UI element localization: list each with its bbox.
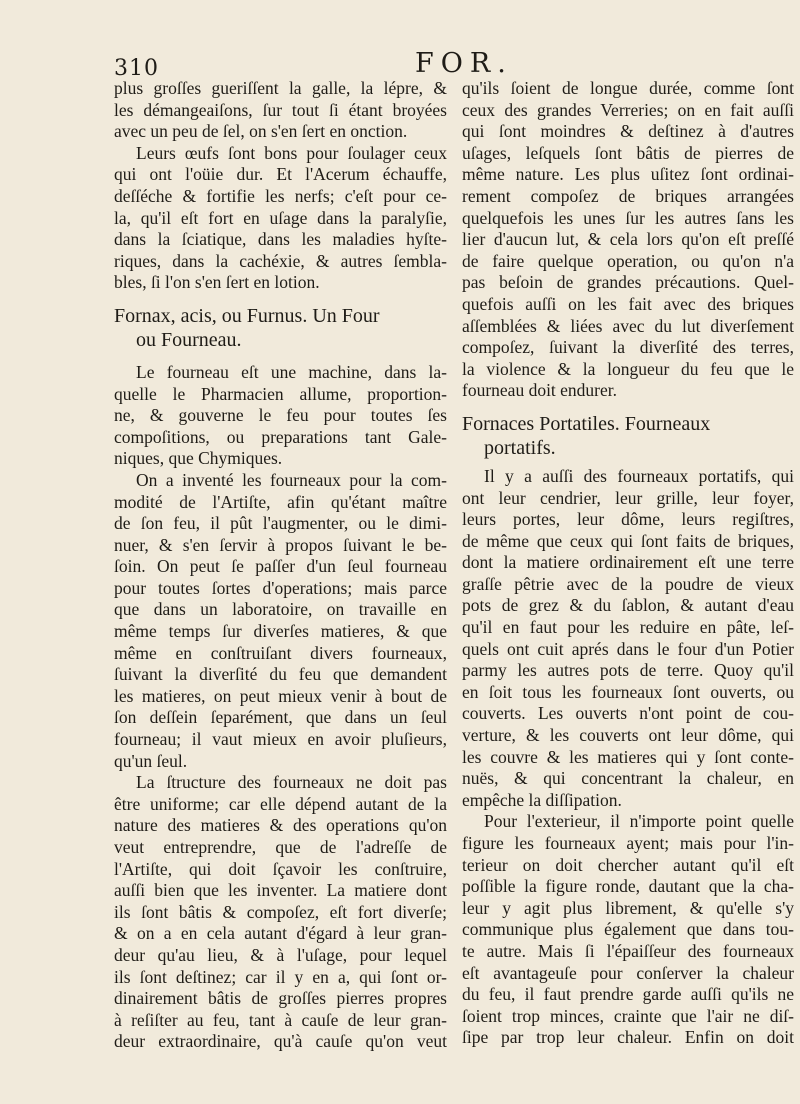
text-line: La ſtructure des fourneaux ne doit pas — [136, 772, 447, 793]
text-line: graſſe pêtrie avec de la poudre de vieux — [462, 573, 794, 594]
text-line: deur extraordinaire, qu'à cauſe qu'on veut — [114, 1031, 447, 1052]
text-line: deur qu'au lieu, & à l'uſage, pour lequel — [114, 944, 447, 965]
text-line: ſuivant la diverſité du feu que demandent — [114, 664, 447, 685]
text-line: & on a en cela autant d'égard à leur gran- — [114, 923, 447, 944]
text-line: deſſéche & fortifie les nerfs; c'eſt pour ce- — [114, 185, 447, 206]
heading-line: Fornaces Portatiles. Fourneaux — [462, 412, 711, 435]
heading-line: portatifs. — [484, 436, 556, 459]
text-line: même temps ſur diverſes matieres, & que — [114, 621, 447, 642]
text-line: poſſible la figure ronde, dautant que la cha- — [462, 876, 794, 897]
text-line: lier d'aucun lut, & cela lors qu'on eſt preſſé — [462, 229, 794, 250]
text-line: du feu, il faut prendre garde auſſi qu'ils ne — [462, 984, 794, 1005]
text-line: à reſiſter au feu, tant à cauſe de leur gran- — [114, 1009, 447, 1030]
text-line: la violence & la longueur du feu que le — [462, 358, 794, 379]
text-line: auſſi bien que les inventer. La matiere dont — [114, 880, 447, 901]
text-line: leurs portes, leur dôme, leurs regiſtres, — [462, 509, 794, 530]
paragraph — [114, 78, 447, 143]
paragraph — [114, 362, 447, 470]
text-line: aſſemblées & liées avec du lut diverſement — [462, 315, 794, 336]
text-line: être uniforme; car elle dépend autant de la — [114, 793, 447, 814]
text-line: eſt avantageuſe pour conſerver la chaleur — [462, 962, 794, 983]
text-line: qui ont l'oüie dur. Et l'Acerum échauffe, — [114, 164, 447, 185]
text-line: leur y agit plus librement, & qu'elle s'y — [462, 897, 794, 918]
text-line: ne, & gouverne le feu pour toutes ſes — [114, 405, 447, 426]
text-line: verture, & les couverts ont leur dôme, qui — [462, 725, 794, 746]
text-line: te autre. Mais ſi l'épaiſſeur des fourneaux — [462, 940, 794, 961]
text-line: de même que ceux qui ſont faits de briques, — [462, 530, 794, 551]
text-line: qu'ils ſoient de longue durée, comme ſont — [462, 78, 794, 98]
text-line: On a inventé les fourneaux pour la com- — [136, 469, 447, 490]
text-line: la, qu'il eſt fort en uſage dans la paralyſie, — [114, 207, 447, 228]
right-column — [462, 78, 794, 1049]
text-line: fourneau; il vaut mieux en avoir pluſieurs, — [114, 729, 447, 750]
text-line: communique plus également que dans tou- — [462, 919, 794, 940]
text-line: bles, ſi l'on s'en ſert en lotion. — [114, 272, 320, 293]
text-line: compoſez, ſuivant la diverſité des terres, — [462, 337, 794, 358]
text-line: uſages, leſquels ſont bâtis de pierres de — [462, 142, 794, 163]
text-line: ſon deſſein ſeparément, que dans un ſeul — [114, 707, 447, 728]
text-line: ſipe par trop leur chaleur. Enfin on doit — [462, 1027, 794, 1048]
text-line: dinairement bâtis de groſſes pierres propres — [114, 988, 447, 1009]
text-line: parmy les autres pots de terre. Quoy qu'il — [462, 660, 794, 681]
text-line: Leurs œufs ſont bons pour ſoulager ceux — [136, 142, 447, 163]
text-line: niques, que Chymiques. — [114, 448, 283, 469]
text-line: que dans un laboratoire, on travaille en — [114, 599, 447, 620]
text-line: quefois auſſi on les fait avec des briques — [462, 293, 794, 314]
text-line: Le fourneau eſt une machine, dans la- — [136, 361, 447, 382]
page-number: 310 — [114, 56, 159, 81]
paragraph — [114, 143, 447, 294]
text-line: qu'un ſeul. — [114, 750, 188, 771]
text-line: ſoient trop minces, crainte que l'air ne diſ- — [462, 1005, 794, 1026]
text-line: Il y a auſſi des fourneaux portatifs, qui — [484, 465, 794, 486]
heading-line: ou Fourneau. — [136, 328, 242, 351]
text-line: pots de grez & du ſablon, & autant d'eau — [462, 595, 794, 616]
text-line: compoſitions, ou preparations tant Gale- — [114, 426, 447, 447]
text-line: même en conſtruiſant divers fourneaux, — [114, 642, 447, 663]
section-heading — [462, 412, 794, 460]
text-line: même nature. Les plus uſitez ſont ordinai- — [462, 164, 794, 185]
text-line: ſoin. On peut ſe paſſer d'un ſeul fourneau — [114, 556, 447, 577]
text-line: modité de l'Artiſte, afin qu'étant maître — [114, 491, 447, 512]
text-line: veut entreprendre, que de l'adreſſe de — [114, 837, 447, 857]
left-column — [114, 78, 447, 1053]
text-line: quels ont cuit aprés dans le four d'un Potier — [462, 638, 794, 659]
text-line: les couvre & les matieres qui y ſont conte- — [462, 746, 794, 767]
section-heading — [114, 304, 447, 352]
text-line: nuës, & qui concentrant la chaleur, en — [462, 768, 794, 789]
text-line: nuer, & s'en ſervir à propos ſuivant le be- — [114, 534, 447, 555]
text-line: rement compoſez de briques arrangées — [462, 185, 794, 206]
text-line: l'Artiſte, qui doit ſçavoir les conſtruire, — [114, 858, 447, 879]
paragraph — [462, 466, 794, 812]
paragraph — [462, 811, 794, 1049]
page-header — [0, 48, 800, 82]
text-line: ont leur cendrier, leur grille, leur foyer, — [462, 487, 794, 508]
text-line: dans la ſciatique, dans les maladies hyſte- — [114, 229, 447, 250]
text-line: couverts. Les ouverts n'ont point de cou- — [462, 703, 794, 724]
text-line: les démangeaiſons, ſur tout ſi étant broyées — [114, 99, 447, 120]
text-line: pas beſoin de grandes précautions. Quel- — [462, 272, 794, 293]
text-line: Pour l'exterieur, il n'importe point quelle — [484, 811, 794, 832]
heading-line: Fornax, acis, ou Furnus. Un Four — [114, 304, 380, 327]
text-line: nature des matieres & des operations qu'on — [114, 815, 447, 836]
text-line: ils ſont deſtinez; car il y en a, qui ſont or- — [114, 966, 447, 987]
text-line: dont la matiere ordinairement eſt une terre — [462, 552, 794, 573]
text-line: ceux des grandes Verreries; on en fait auſſi — [462, 99, 794, 120]
text-line: quelquefois les unes ſur les autres ſans les — [462, 207, 794, 228]
paragraph — [114, 470, 447, 772]
text-line: plus groſſes gueriſſent la galle, la lépre, & — [114, 78, 447, 98]
paragraph — [114, 772, 447, 1053]
running-head: FOR. — [415, 48, 513, 79]
text-line: de faire quelque operation, ou qu'on n'a — [462, 250, 794, 271]
paragraph — [462, 78, 794, 402]
text-line: qu'il en faut pour les reduire en pâte, leſ- — [462, 617, 794, 638]
text-line: pour toutes ſortes d'operations; mais parce — [114, 577, 447, 598]
text-line: empêche la diſſipation. — [462, 789, 622, 810]
text-line: en ſoit tous les fourneaux ſont ouverts, ou — [462, 681, 794, 702]
text-line: de ſon feu, il pût l'augmenter, ou le dimi- — [114, 513, 447, 534]
text-line: riques, dans la cachéxie, & autres ſembla- — [114, 250, 447, 271]
text-line: quelle le Pharmacien allume, proportion- — [114, 383, 447, 404]
text-line: ils ſont bâtis & compoſez, eſt fort diverſe; — [114, 901, 447, 922]
text-line: fourneau doit endurer. — [462, 380, 618, 401]
text-line: figure les fourneaux ayent; mais pour l'in- — [462, 833, 794, 853]
text-line: qui ſont moindres & deſtinez à d'autres — [462, 121, 794, 142]
text-line: les matieres, on peut mieux venir à bout de — [114, 685, 447, 706]
text-line: terieur on doit chercher autant qu'il eſt — [462, 854, 794, 875]
text-line: avec un peu de ſel, on s'en ſert en onction. — [114, 121, 408, 142]
